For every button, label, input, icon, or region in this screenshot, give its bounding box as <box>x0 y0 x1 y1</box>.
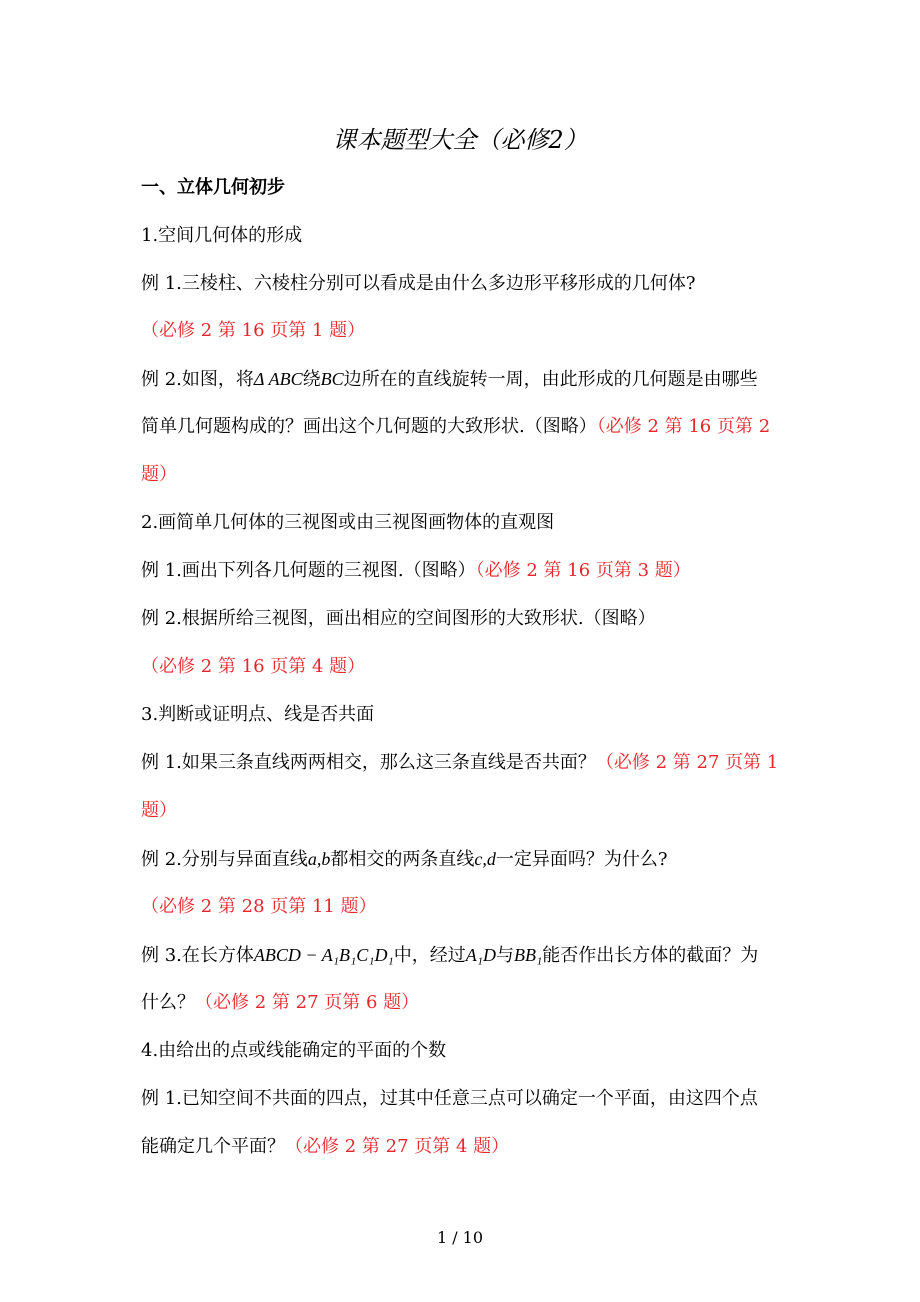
math-expression: A₁D <box>465 945 497 965</box>
reference-text: （必修 2 第 27 页第 1 <box>595 752 779 773</box>
topic-3-example-1 <box>141 748 781 778</box>
topic-1-example-1-reference: （必修 2 第 16 页第 1 题） <box>141 320 366 341</box>
topic-1-example-2-reference-end: 题） <box>141 464 177 485</box>
topic-4-example-1-line-1: 例 1.已知空间不共面的四点，过其中任意三点可以确定一个平面，由这四个点 <box>141 1088 758 1109</box>
document-title: 课本题型大全（必修2） <box>332 126 588 154</box>
math-expression: Δ ABC <box>253 369 303 389</box>
reference-text: （必修 2 第 27 页第 6 题） <box>195 992 420 1013</box>
example-text: 一定异面吗？为什么? <box>495 849 668 870</box>
example-text: 例 1.三棱柱、六棱柱分别可以看成是由什么多边形平移形成的几何体? <box>141 273 696 294</box>
example-text: 都相交的两条直线 <box>330 849 475 870</box>
example-text: 例 1.如果三条直线两两相交，那么这三条直线是否共面？ <box>141 752 596 773</box>
math-expression: BC <box>320 369 344 389</box>
topic-2-example-2: 例 2.根据所给三视图，画出相应的空间图形的大致形状.（图略） <box>141 608 656 629</box>
page-number: 1 / 10 <box>436 1228 484 1247</box>
topic-1-example-2-line-2 <box>141 412 781 442</box>
reference-text: （必修 2 第 27 页第 4 题） <box>285 1136 510 1157</box>
topic-3-example-3-line-1 <box>141 940 781 971</box>
example-text: 例 2.分别与异面直线 <box>141 849 308 870</box>
section-heading: 一、立体几何初步 <box>141 177 285 198</box>
example-text: 绕 <box>302 369 321 390</box>
topic-2-title: 2.画简单几何体的三视图或由三视图画物体的直观图 <box>141 512 555 533</box>
math-expression: BB₁ <box>514 945 543 965</box>
topic-2-example-2-reference: （必修 2 第 16 页第 4 题） <box>141 656 366 677</box>
example-text: 边所在的直线旋转一周，由此形成的几何题是由哪些 <box>343 369 758 390</box>
topic-3-example-2-reference: （必修 2 第 28 页第 11 题） <box>141 896 377 917</box>
math-expression: ABCD − A₁B₁C₁D₁ <box>253 945 394 965</box>
topic-1-example-2-line-1 <box>141 364 781 395</box>
topic-4-title: 4.由给出的点或线能确定的平面的个数 <box>141 1040 447 1061</box>
example-text: 简单几何题构成的？画出这个几何题的大致形状.（图略） <box>141 416 597 437</box>
topic-3-example-3-line-2 <box>141 988 781 1018</box>
topic-3-example-2 <box>141 844 781 875</box>
example-text: 能否作出长方体的截面？为 <box>542 945 759 966</box>
example-text: 与 <box>496 945 515 966</box>
example-text: 中，经过 <box>393 945 466 966</box>
topic-4-example-1-line-2 <box>141 1132 781 1162</box>
topic-3-example-1-reference-end: 题） <box>141 800 177 821</box>
math-expression: a,b <box>307 849 331 869</box>
topic-2-example-1 <box>141 556 781 586</box>
reference-text: （必修 2 第 16 页第 2 <box>596 416 771 437</box>
example-text: 例 2.如图，将 <box>141 369 254 390</box>
example-text: 例 3.在长方体 <box>141 945 254 966</box>
example-text: 例 1.画出下列各几何题的三视图.（图略） <box>141 560 476 581</box>
topic-3-title: 3.判断或证明点、线是否共面 <box>141 704 375 725</box>
math-expression: c,d <box>474 849 496 869</box>
example-text: 能确定几个平面？ <box>141 1136 285 1157</box>
example-text: 什么？ <box>141 992 195 1013</box>
topic-1-example-1 <box>141 269 781 299</box>
reference-text: （必修 2 第 16 页第 3 题） <box>475 560 691 581</box>
topic-1-title: 1.空间几何体的形成 <box>141 225 303 246</box>
